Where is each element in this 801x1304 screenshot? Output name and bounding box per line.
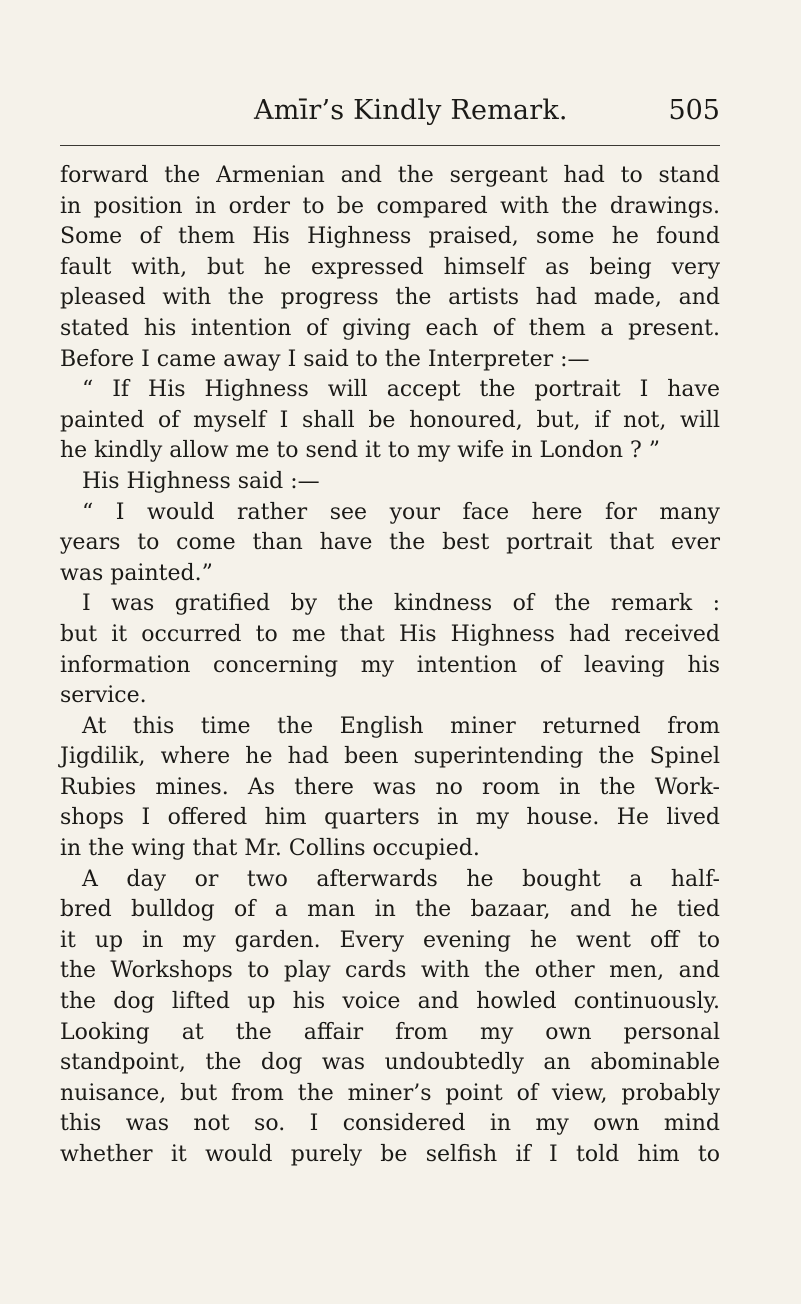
page-header [60,95,720,135]
text-line: years to come than have the best portrait that ever [60,530,720,556]
text-line: shops I offered him quarters in my house. He lived [60,805,720,831]
text-line: in the wing that Mr. Collins occupied. [60,836,480,862]
text-line: information concerning my intention of leaving his [60,652,720,678]
page-number: 505 [668,95,720,126]
text-line: nuisance, but from the miner’s point of view, probably [60,1080,720,1106]
text-line: I was gratified by the kindness of the remark : [82,591,720,617]
text-line: but it occurred to me that His Highness had received [60,621,720,647]
text-line: stated his intention of giving each of them a present. [60,315,720,341]
text-line: this was not so. I considered in my own mind [60,1111,720,1137]
text-line: the dog lifted up his voice and howled continuously. [60,989,720,1015]
text-line: forward the Armenian and the sergeant had to stand [60,163,720,188]
text-line: bred bulldog of a man in the bazaar, and he tied [60,897,720,923]
text-line: “ If His Highness will accept the portrait I have [82,377,720,403]
text-line: “ I would rather see your face here for many [82,499,720,525]
text-line: Rubies mines. As there was no room in the Work- [60,774,720,800]
body-text [60,161,720,1171]
text-line: At this time the English miner returned from [82,713,720,739]
text-line: it up in my garden. Every evening he went off to [60,927,720,953]
text-line: Looking at the affair from my own personal [60,1019,720,1045]
text-line: His Highness said :— [82,468,320,494]
text-line: service. [60,683,147,709]
text-line: Jigdilik, where he had been superintending the Spinel [60,744,720,770]
text-line: Some of them His Highness praised, some he found [60,224,720,250]
text-line: in position in order to be compared with the drawings. [60,193,720,219]
text-line: pleased with the progress the artists had made, and [60,285,720,311]
text-line: standpoint, the dog was undoubtedly an abominable [60,1050,720,1076]
text-line: whether it would purely be selfish if I told him to [60,1142,720,1167]
text-line: the Workshops to play cards with the other men, and [60,958,720,984]
text-line: Before I came away I said to the Interpreter :— [60,346,590,372]
text-line: painted of myself I shall be honoured, but, if not, will [60,407,720,433]
running-head: Amīr’s Kindly Remark. [254,95,568,126]
text-line: he kindly allow me to send it to my wife in London ? ” [60,438,661,464]
text-line: fault with, but he expressed himself as being very [60,254,720,280]
text-line: was painted.” [60,560,213,586]
header-rule [60,145,720,146]
text-line: A day or two afterwards he bought a half- [82,866,720,892]
